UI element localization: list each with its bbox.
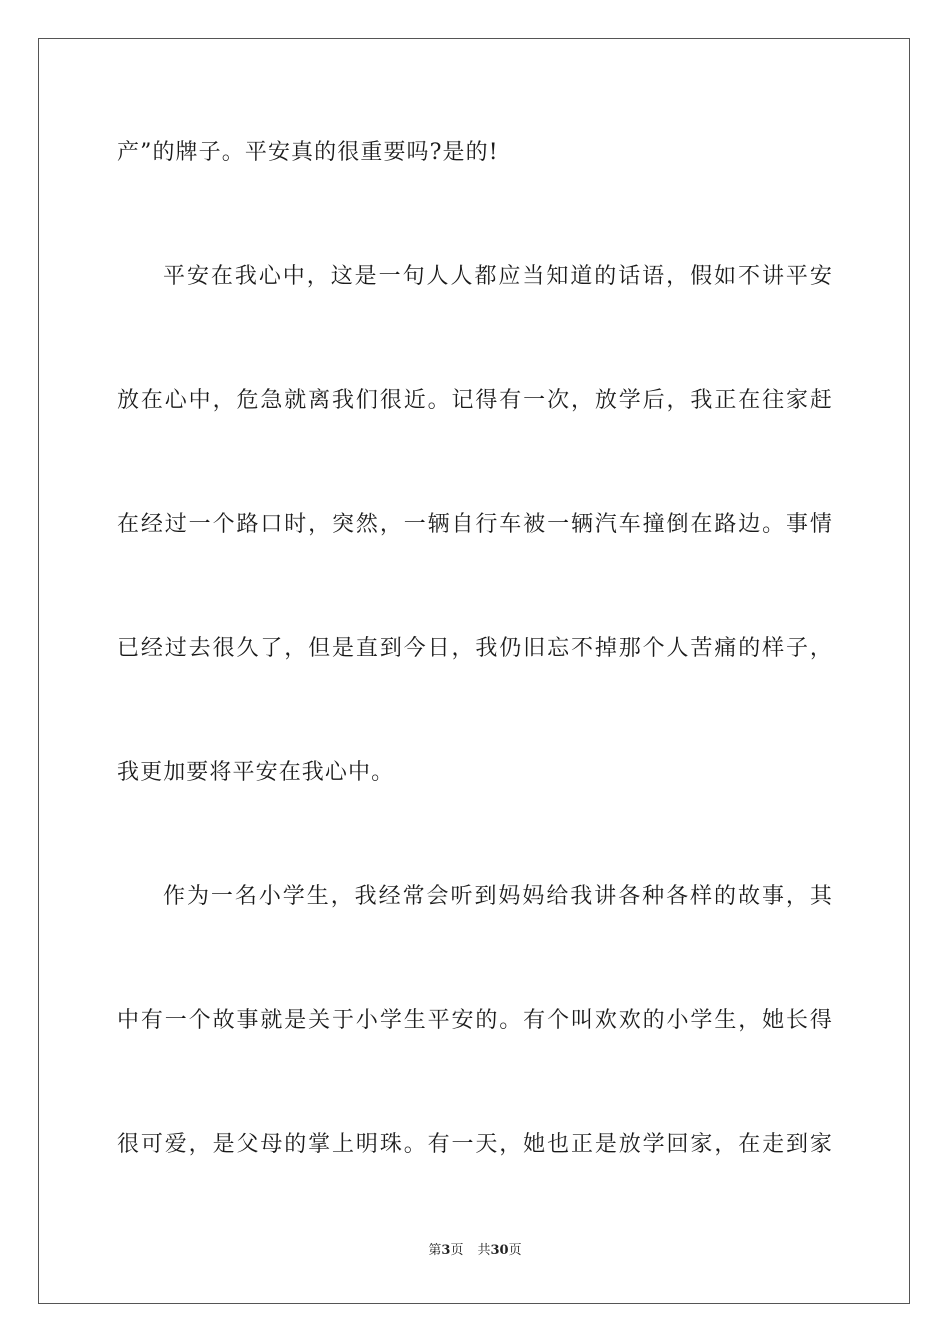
total-suffix: 页 — [508, 1243, 522, 1258]
text-line-1: 产”的牌子。平安真的很重要吗?是的! — [117, 140, 499, 165]
text-line-6: 我更加要将平安在我心中。 — [117, 760, 395, 785]
page-suffix: 页 — [450, 1243, 464, 1258]
text-line-5: 已经过去很久了，但是直到今日，我仍旧忘不掉那个人苦痛的样子， — [117, 636, 833, 661]
total-prefix: 共 — [477, 1243, 491, 1258]
page-border — [38, 38, 910, 1304]
text-line-9: 很可爱，是父母的掌上明珠。有一天，她也正是放学回家，在走到家 — [117, 1132, 833, 1157]
text-line-7: 作为一名小学生，我经常会听到妈妈给我讲各种各样的故事，其 — [163, 884, 833, 909]
page-number: 3 — [441, 1243, 451, 1258]
text-line-2: 平安在我心中，这是一句人人都应当知道的话语，假如不讲平安 — [163, 264, 833, 289]
page-footer — [0, 1242, 950, 1260]
text-line-4: 在经过一个路口时，突然，一辆自行车被一辆汽车撞倒在路边。事情 — [117, 512, 833, 537]
text-line-8: 中有一个故事就是关于小学生平安的。有个叫欢欢的小学生，她长得 — [117, 1008, 833, 1033]
text-line-3: 放在心中，危急就离我们很近。记得有一次，放学后，我正在往家赶 — [117, 388, 833, 413]
page-prefix: 第 — [428, 1243, 442, 1258]
total-pages: 30 — [490, 1243, 509, 1258]
